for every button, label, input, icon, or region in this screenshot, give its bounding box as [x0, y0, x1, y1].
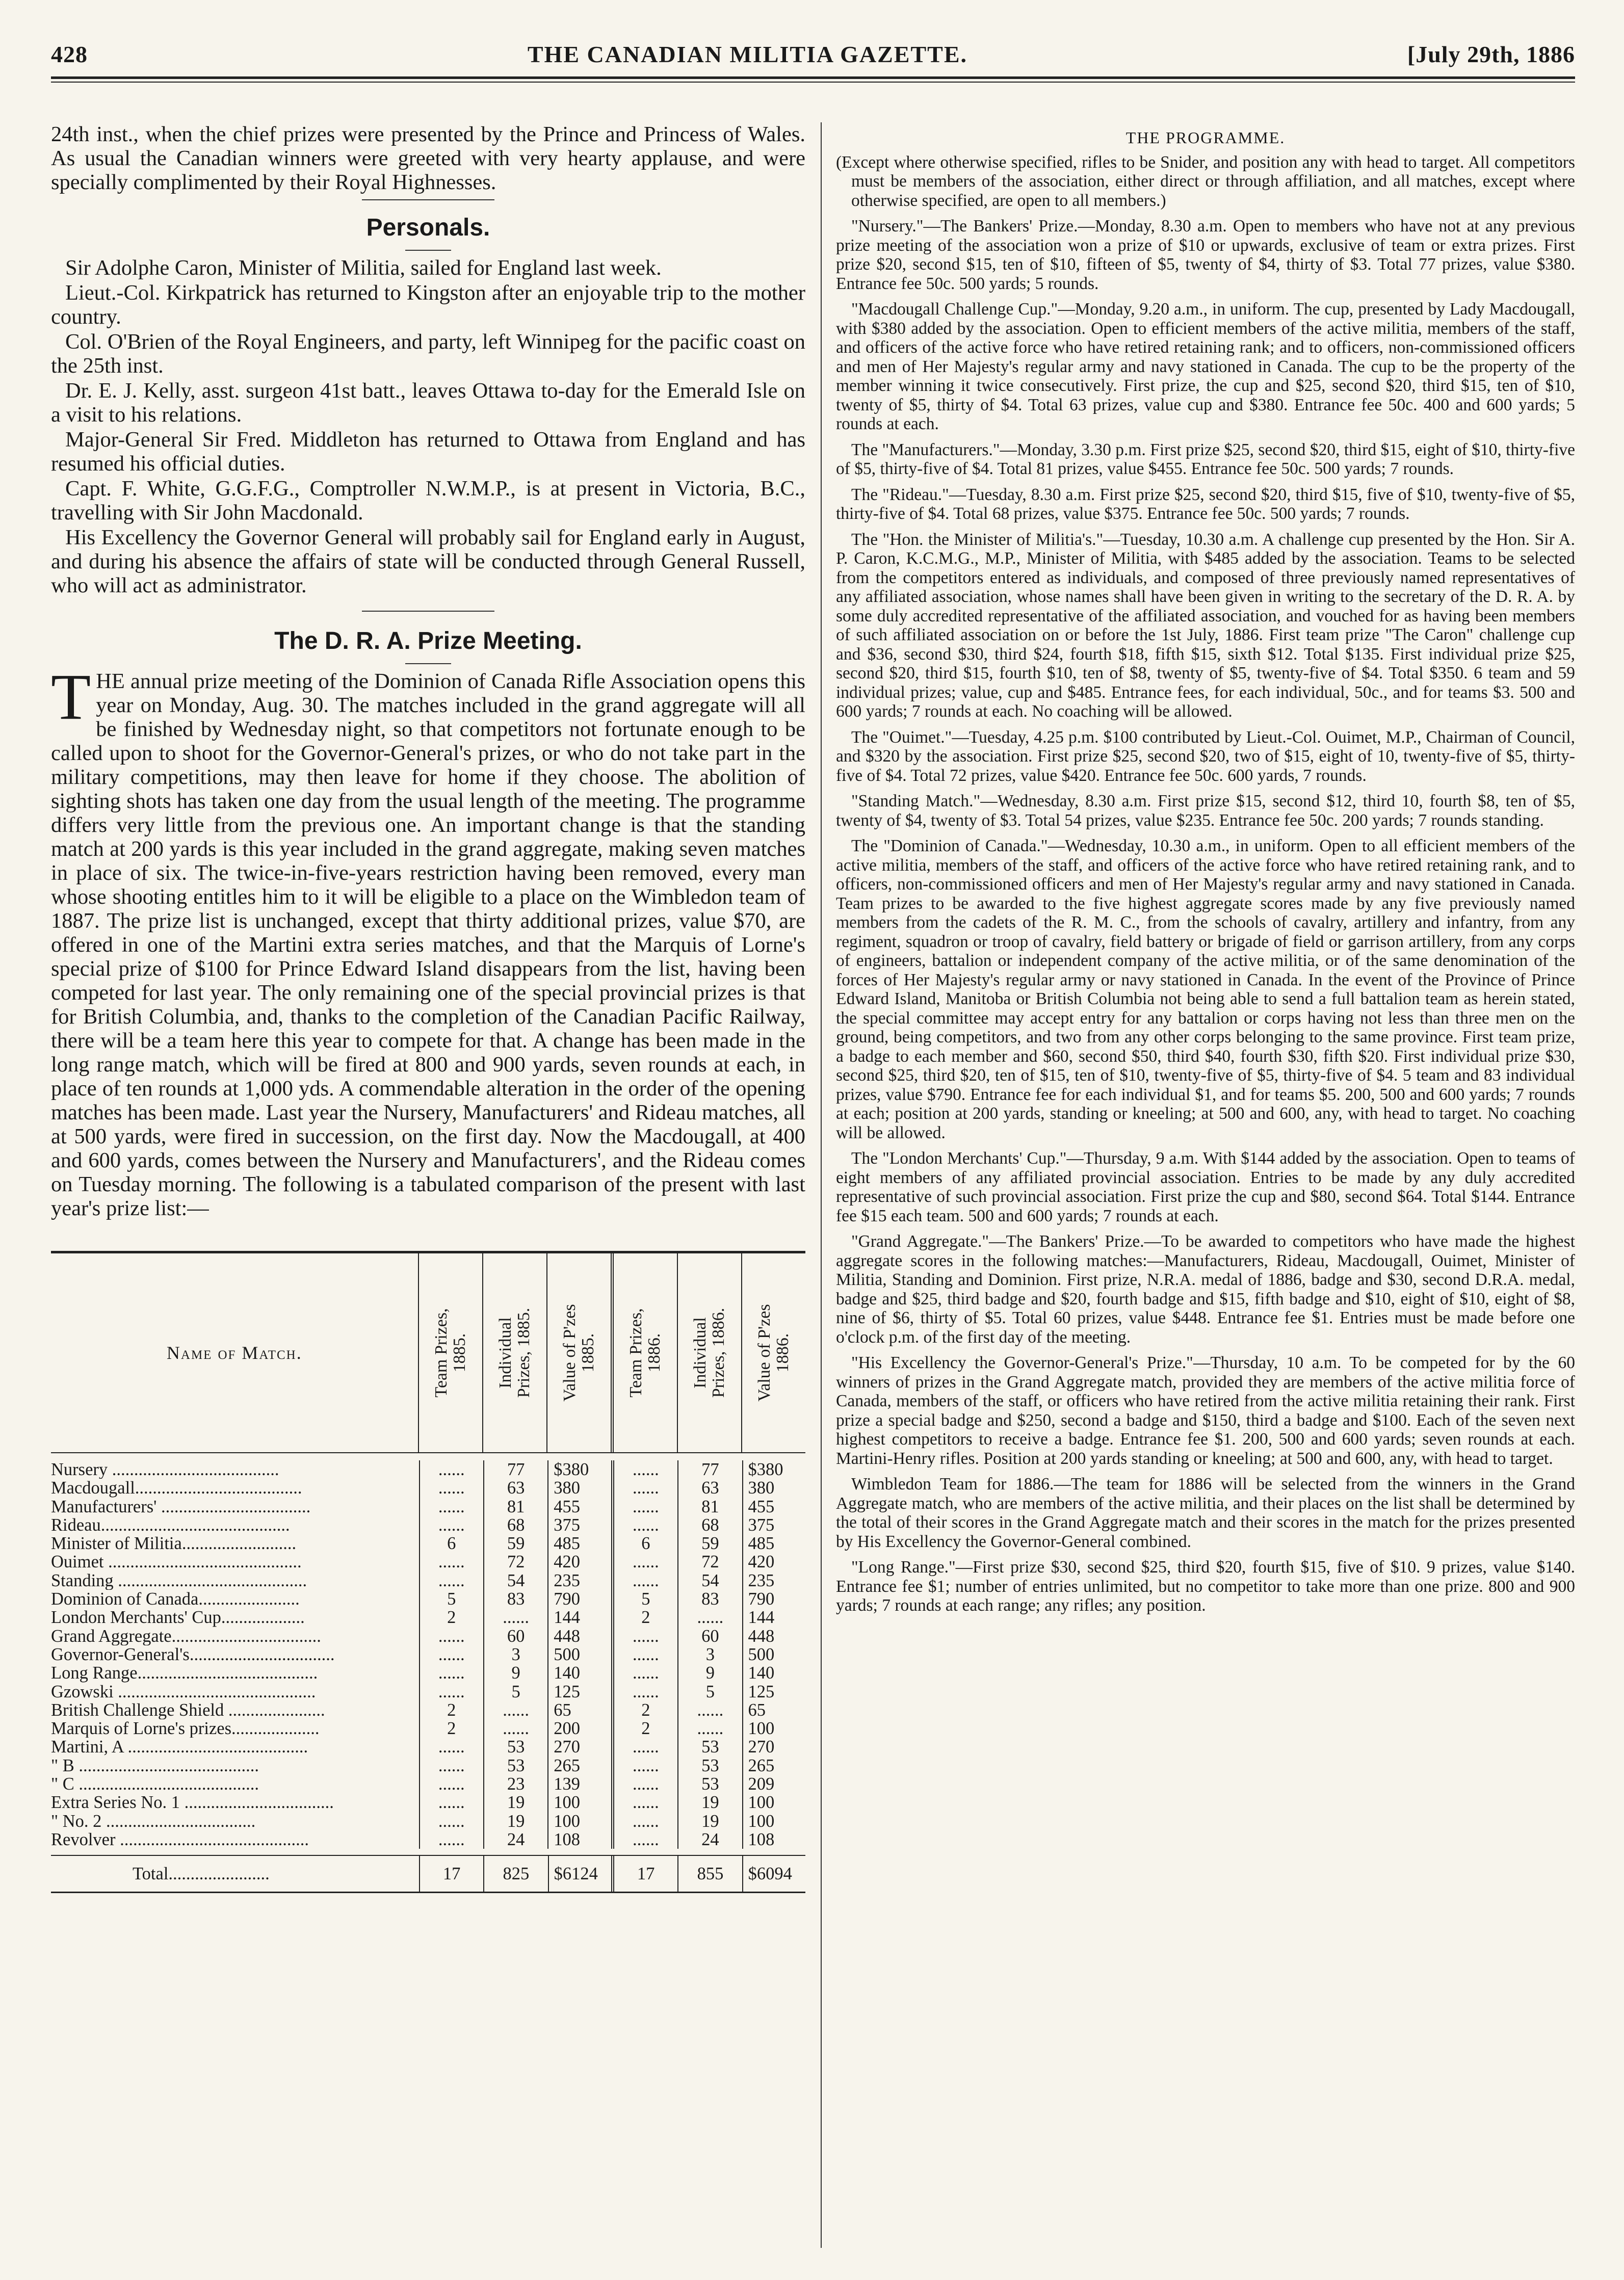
- table-cell: 790: [547, 1590, 611, 1608]
- table-cell: 448: [742, 1627, 805, 1645]
- total-cell: 17: [419, 1856, 483, 1892]
- drop-cap: T: [51, 661, 91, 733]
- table-row: [51, 1553, 805, 1571]
- match-name-cell: Revolver ...........................................: [51, 1830, 309, 1849]
- column-header-individual-1886: Individual Prizes, 1886.: [677, 1253, 741, 1452]
- programme-paragraph: "Nursery."—The Bankers' Prize.—Monday, 8.30 a.m. Open to members who have not at any previous prize meeting of the association won a prize of $10 or upwards, exclusive of team or extra prizes. First prize $20, second $15, ten of $10, fifteen of $5, twenty of $4, thirty of $3. Total 77 prizes, value $380. Entrance fee 50c. 500 yards; 5 rounds.: [836, 217, 1575, 293]
- table-cell: ......: [419, 1553, 483, 1571]
- total-cell: 17: [611, 1856, 677, 1892]
- table-cell: 2: [611, 1701, 677, 1719]
- table-cell: ......: [611, 1793, 677, 1812]
- section-rule: [362, 199, 494, 200]
- table-row: [51, 1738, 805, 1756]
- table-cell: 100: [742, 1812, 805, 1830]
- table-row: [51, 1479, 805, 1497]
- table-cell: ......: [419, 1460, 483, 1479]
- table-cell: ......: [419, 1757, 483, 1775]
- match-name-cell: Standing ...........................................: [51, 1571, 307, 1590]
- programme-paragraph: The "Ouimet."—Tuesday, 4.25 p.m. $100 contributed by Lieut.-Col. Ouimet, M.P., Chairman of Council, and $320 by the association. First prize $25, second $20, two of $15, eight of 10, twenty-five of $5, thirty-five of $4. Total 72 prizes, value $420. Entrance fee 50c. 600 yards, 7 rounds.: [836, 727, 1575, 785]
- right-column: [836, 122, 1575, 1893]
- table-cell: ......: [483, 1719, 547, 1738]
- page-number: 428: [51, 41, 88, 67]
- table-row: [51, 1516, 805, 1534]
- table-row: [51, 1627, 805, 1645]
- table-cell: 2: [611, 1608, 677, 1627]
- programme-paragraph: "Grand Aggregate."—The Bankers' Prize.—To be awarded to competitors who have made the highest aggregate scores in the following matches:—Manufacturers, Rideau, Macdougall, Ouimet, Minister of Militia, Standing and Dominion. First prize, N.R.A. medal of 1886, badge and $30, second D.R.A. medal, badge and $25, third badge and $20, fourth badge and $15, fifth badge and $10, eight of $10, eight of $8, nine of $6, thirty of $5. Total 60 prizes, value $448. Entrance fee $1. Entries must be made before one o'clock p.m. of the first day of the meeting.: [836, 1232, 1575, 1347]
- table-cell: 54: [483, 1571, 547, 1590]
- table-row: [51, 1498, 805, 1516]
- table-row: [51, 1608, 805, 1627]
- table-header: [51, 1253, 805, 1453]
- table-cell: 5: [611, 1590, 677, 1608]
- page-header: [51, 41, 1575, 72]
- table-cell: 235: [742, 1571, 805, 1590]
- heading-rule: [405, 250, 451, 251]
- dra-heading: The D. R. A. Prize Meeting.: [274, 627, 582, 654]
- table-row: [51, 1719, 805, 1738]
- table-cell: 77: [677, 1460, 742, 1479]
- table-cell: 108: [742, 1830, 805, 1849]
- table-row: [51, 1645, 805, 1664]
- programme-paragraph: Wimbledon Team for 1886.—The team for 1886 will be selected from the winners in the Grand Aggregate match, who are members of the active militia, and their places on the list shall be determined by the total of their scores in the Grand Aggregate match and their scores in the match for the prizes presented by His Excellency the Governor-General combined.: [836, 1475, 1575, 1551]
- match-name-cell: London Merchants' Cup...................: [51, 1608, 305, 1627]
- left-column: [51, 122, 805, 1893]
- match-name-cell: Ouimet ............................................: [51, 1553, 302, 1571]
- table-row: [51, 1812, 805, 1830]
- programme-paragraph: "Macdougall Challenge Cup."—Monday, 9.20 a.m., in uniform. The cup, presented by Lady Macdougall, with $380 added by the association. Open to efficient members of the active militia, members of the staff, and officers of the active force who have retired retaining rank; and to officers, non-commissioned officers and men of Her Majesty's regular army and navy stationed in Canada. The cup to be the property of the member winning it twice consecutively. First prize, the cup and $25, second $20, third $15, ten of $10, twenty of $5, thirty of $4. Total 63 prizes, value cup and $380. Entrance fee 50c. 400 and 600 yards; 5 rounds at each.: [836, 300, 1575, 433]
- table-cell: 125: [547, 1683, 611, 1701]
- table-cell: 3: [677, 1645, 742, 1664]
- table-row: [51, 1775, 805, 1793]
- table-cell: 68: [483, 1516, 547, 1534]
- table-cell: 375: [547, 1516, 611, 1534]
- table-row: [51, 1683, 805, 1701]
- table-cell: ......: [419, 1775, 483, 1793]
- match-name-cell: Manufacturers' ..................................: [51, 1497, 311, 1516]
- match-name-cell: British Challenge Shield ......................: [51, 1700, 325, 1720]
- table-cell: 24: [483, 1830, 547, 1849]
- table-cell: ......: [611, 1645, 677, 1664]
- table-cell: 9: [677, 1664, 742, 1682]
- table-cell: 265: [742, 1757, 805, 1775]
- table-cell: 485: [742, 1534, 805, 1553]
- programme-heading: THE PROGRAMME.: [1125, 128, 1286, 147]
- table-cell: 5: [419, 1590, 483, 1608]
- table-cell: ......: [419, 1571, 483, 1590]
- total-cell: 825: [483, 1856, 547, 1892]
- table-cell: ......: [419, 1664, 483, 1682]
- table-cell: ......: [419, 1812, 483, 1830]
- table-cell: ......: [419, 1645, 483, 1664]
- table-cell: 19: [677, 1812, 742, 1830]
- match-name-cell: " No. 2 ..................................: [51, 1812, 256, 1830]
- table-cell: 59: [677, 1534, 742, 1553]
- personal-item: Capt. F. White, G.G.F.G., Comptroller N.W.M.P., is at present in Victoria, B.C., travelling with Sir John Macdonald.: [51, 477, 805, 525]
- table-cell: 270: [742, 1738, 805, 1756]
- match-name-cell: Minister of Militia..........................: [51, 1534, 297, 1553]
- table-cell: ......: [611, 1757, 677, 1775]
- match-name-cell: Dominion of Canada.......................: [51, 1590, 300, 1609]
- issue-date: [July 29th, 1886: [1407, 41, 1575, 67]
- table-cell: ......: [419, 1498, 483, 1516]
- table-cell: 140: [547, 1664, 611, 1682]
- table-cell: 790: [742, 1590, 805, 1608]
- table-cell: 6: [419, 1534, 483, 1553]
- programme-paragraph: The "Rideau."—Tuesday, 8.30 a.m. First prize $25, second $20, third $15, five of $10, twenty-five of $5, thirty-five of $4. Total 68 prizes, value $375. Entrance fee 50c. 500 yards; 7 rounds.: [836, 485, 1575, 523]
- match-name-cell: Marquis of Lorne's prizes....................: [51, 1719, 320, 1738]
- table-cell: ......: [611, 1738, 677, 1756]
- table-cell: 54: [677, 1571, 742, 1590]
- table-cell: ......: [677, 1701, 742, 1719]
- table-cell: 83: [677, 1590, 742, 1608]
- newspaper-page: [51, 41, 1575, 2248]
- table-cell: 100: [742, 1793, 805, 1812]
- table-cell: 53: [677, 1738, 742, 1756]
- table-cell: 448: [547, 1627, 611, 1645]
- dra-article-text: HE annual prize meeting of the Dominion of Canada Rifle Association opens this year on Monday, Aug. 30. The matches included in the grand aggregate will all be finished by Wednesday night, so that competitors not fortunate enough to be called upon to shoot for the Governor-General's prizes, or who do not take part in the military competitions, may then leave for home if they choose. The abolition of sighting shots has taken one day from the usual length of the meeting. The programme differs very little from the previous one. An important change is that the standing match at 200 yards is this year included in the grand aggregate, making seven matches in place of six. The twice-in-five-years restriction having been removed, every man whose shooting entitles him to it will be eligible to a place on the Wimbledon team of 1887. The prize list is unchanged, except that thirty additional prizes, value $70, are offered in one of the Martini extra series matches, and that the Marquis of Lorne's special prize of $100 for Prince Edward Island disappears from the list, having been competed for last year. The only remaining one of the special provincial prizes is that for British Columbia, and, thanks to the completion of the Canadian Pacific Railway, there will be a team here this year to compete for that. A change has been made in the long range match, which will be fired at 800 and 900 yards, seven rounds at each, in place of ten rounds at 1,000 yds. A commendable alteration in the order of the opening matches has been made. Last year the Nursery, Manufacturers' and Rideau matches, all at 500 yards, were fired in succession, on the first day. Now the Macdougall, at 400 and 600 yards, comes between the Nursery and Manufacturers', and the Rideau comes on Tuesday morning. The following is a tabulated comparison of the present with last year's prize list:—: [51, 669, 805, 1220]
- table-total-row: [51, 1855, 805, 1892]
- table-cell: ......: [611, 1683, 677, 1701]
- table-cell: ......: [611, 1498, 677, 1516]
- table-cell: 19: [677, 1793, 742, 1812]
- match-name-cell: Long Range.........................................: [51, 1664, 318, 1683]
- table-row: [51, 1701, 805, 1719]
- publication-title: THE CANADIAN MILITIA GAZETTE.: [527, 41, 968, 67]
- table-row: [51, 1460, 805, 1479]
- table-cell: 65: [742, 1701, 805, 1719]
- table-row: [51, 1757, 805, 1775]
- table-cell: 420: [547, 1553, 611, 1571]
- table-cell: ......: [611, 1627, 677, 1645]
- prize-comparison-table: [51, 1251, 805, 1893]
- table-cell: 53: [483, 1738, 547, 1756]
- header-rule: [51, 76, 1575, 83]
- table-cell: $380: [547, 1460, 611, 1479]
- match-name-cell: " B .........................................: [51, 1756, 259, 1775]
- table-cell: 81: [483, 1498, 547, 1516]
- programme-paragraph: "His Excellency the Governor-General's Prize."—Thursday, 10 a.m. To be competed for by the 60 winners of prizes in the Grand Aggregate match, provided they are members of the active militia force of Canada, members of the staff, or officers who have retired from the active militia retaining their rank. First prize a special badge and $250, second a badge and $150, third a badge and $100. Each of the seven next highest competitors to receive a badge. Entrance fee $1. 200, 500 and 600 yards; seven rounds at each. Martini-Henry rifles. Position at 200 yards standing or kneeling; at 500 and 600, any, with head to target.: [836, 1353, 1575, 1468]
- table-cell: 100: [742, 1719, 805, 1738]
- programme-list: [836, 217, 1575, 1615]
- table-row: [51, 1830, 805, 1849]
- table-cell: 53: [677, 1757, 742, 1775]
- total-cell: 855: [677, 1856, 742, 1892]
- column-header-value-1885: Value of P'zes 1885.: [546, 1253, 611, 1452]
- table-cell: 500: [547, 1645, 611, 1664]
- total-cell: $6124: [548, 1856, 611, 1892]
- table-cell: ......: [419, 1516, 483, 1534]
- table-row: [51, 1664, 805, 1682]
- heading-rule: [405, 663, 451, 664]
- table-cell: 2: [419, 1701, 483, 1719]
- table-row: [51, 1534, 805, 1553]
- table-cell: 6: [611, 1534, 677, 1553]
- total-cell: $6094: [742, 1856, 805, 1892]
- personal-item: Lieut.-Col. Kirkpatrick has returned to Kingston after an enjoyable trip to the mother country.: [51, 281, 805, 329]
- table-cell: 200: [547, 1719, 611, 1738]
- match-name-cell: Nursery ......................................: [51, 1460, 279, 1479]
- table-cell: 375: [742, 1516, 805, 1534]
- table-cell: 23: [483, 1775, 547, 1793]
- table-cell: 380: [742, 1479, 805, 1497]
- table-cell: 235: [547, 1571, 611, 1590]
- table-cell: 125: [742, 1683, 805, 1701]
- table-cell: 19: [483, 1793, 547, 1812]
- personal-item: Dr. E. J. Kelly, asst. surgeon 41st batt., leaves Ottawa to-day for the Emerald Isle on a visit to his relations.: [51, 379, 805, 427]
- column-header-individual-1885: Individual Prizes, 1885.: [482, 1253, 546, 1452]
- match-name-cell: Governor-General's.................................: [51, 1645, 335, 1664]
- table-cell: 5: [483, 1683, 547, 1701]
- table-cell: 265: [547, 1757, 611, 1775]
- table-cell: 2: [611, 1719, 677, 1738]
- table-cell: ......: [483, 1701, 547, 1719]
- section-rule: [362, 611, 494, 612]
- table-cell: 455: [547, 1498, 611, 1516]
- programme-preamble: (Except where otherwise specified, rifles to be Snider, and position any with head to target. All competitors must be members of the association, either direct or through affiliation, and all matches, except where otherwise specified, are open to all members.): [836, 152, 1575, 210]
- table-cell: 2: [419, 1719, 483, 1738]
- table-cell: 3: [483, 1645, 547, 1664]
- table-cell: ......: [611, 1479, 677, 1497]
- table-cell: 65: [547, 1701, 611, 1719]
- match-name-cell: Gzowski .............................................: [51, 1682, 316, 1701]
- table-cell: 63: [677, 1479, 742, 1497]
- table-cell: 24: [677, 1830, 742, 1849]
- table-cell: ......: [611, 1460, 677, 1479]
- match-name-cell: Rideau...........................................: [51, 1515, 290, 1535]
- table-cell: ......: [419, 1738, 483, 1756]
- personal-item: Col. O'Brien of the Royal Engineers, and party, left Winnipeg for the pacific coast on the 25th inst.: [51, 330, 805, 378]
- match-name-cell: Extra Series No. 1 ..................................: [51, 1793, 334, 1812]
- match-name-cell: Grand Aggregate..................................: [51, 1627, 321, 1645]
- table-row: [51, 1793, 805, 1812]
- table-cell: 209: [742, 1775, 805, 1793]
- programme-paragraph: The "Dominion of Canada."—Wednesday, 10.30 a.m., in uniform. Open to all efficient members of the active militia, members of the staff, and officers of the active force who have retired retaining rank, and to officers, non-commissioned officers and men of Her Majesty's regular army and navy stationed in Canada. Team prizes to be awarded to the five highest aggregate scores made by any five previously named members from the cadets of the R. M. C., from the schools of cavalry, artillery and infantry, from any regiment, squadron or troop of cavalry, field battery or brigade of field or garrison artillery, from any corps of engineers, battalion or independent company of the active militia, or of the same denomination of the forces of Her Majesty's regular army or navy stationed in Canada. In the event of the Province of Prince Edward Island, Manitoba or British Columbia not being able to send a full battalion team as herein stated, the special committee may accept entry for any battalion or corps having not less than three men on the ground, being competitors, and two from any other corps belonging to the same province. First team prize, a badge to each member and $60, second $50, third $40, fourth $30, fifth $20. First individual prize $30, second $25, third $20, ten of $15, ten of $10, twenty-five of $5, thirty-five of $4. 5 team and 83 individual prizes, value $790. Entrance fee for each individual $1, and for teams $5. 200, 500 and 600 yards; 7 rounds at each; position at 200 yards, standing or kneeling; at 500 and 600, any, with head to target. No coaching will be allowed.: [836, 836, 1575, 1142]
- table-cell: 108: [547, 1830, 611, 1849]
- table-cell: ......: [419, 1683, 483, 1701]
- table-cell: 455: [742, 1498, 805, 1516]
- total-label: Total.......................: [133, 1864, 270, 1884]
- table-cell: 77: [483, 1460, 547, 1479]
- table-body: [51, 1453, 805, 1855]
- personals-list: [51, 256, 805, 597]
- table-cell: 68: [677, 1516, 742, 1534]
- programme-paragraph: The "Hon. the Minister of Militia's."—Tuesday, 10.30 a.m. A challenge cup presented by the Hon. Sir A. P. Caron, K.C.M.G., M.P., Minister of Militia, with $485 added by the association. Teams to be selected from the competitors entered as individuals, and composed of three previously named representatives of any affiliated association, whose names shall have been given in writing to the secretary of the D. R. A. by some duly accredited representative of the affiliated association, and vouched for as having been members of such affiliated association on or before the 1st July, 1886. First team prize "The Caron" challenge cup and $36, second $30, third $24, fourth $18, fifth $15, sixth $12. Total $135. First individual prize $25, second $20, third $15, fourth $10, ten of $8, twenty of $5, twenty-five of $4. Total $350. 6 team and 59 individual prizes; value, cup and $485. Entrance fees, for each individual, 50c., and for teams $3. 500 and 600 yards; 7 rounds at each. No coaching will be allowed.: [836, 530, 1575, 721]
- table-cell: 144: [742, 1608, 805, 1627]
- table-row: [51, 1590, 805, 1608]
- table-cell: 270: [547, 1738, 611, 1756]
- table-cell: ......: [611, 1664, 677, 1682]
- column-header-value-1886: Value of P'zes 1886.: [741, 1253, 805, 1452]
- table-cell: ......: [611, 1830, 677, 1849]
- table-cell: 81: [677, 1498, 742, 1516]
- table-cell: 485: [547, 1534, 611, 1553]
- personals-heading: Personals.: [366, 214, 490, 241]
- table-cell: 53: [483, 1757, 547, 1775]
- table-cell: 139: [547, 1775, 611, 1793]
- intro-paragraph: 24th inst., when the chief prizes were presented by the Prince and Princess of Wales. As usual the Canadian winners were greeted with very hearty applause, and were specially complimented by their Royal Highnesses.: [51, 122, 805, 194]
- match-name-cell: Martini, A .........................................: [51, 1738, 308, 1757]
- table-cell: 100: [547, 1812, 611, 1830]
- table-cell: 53: [677, 1775, 742, 1793]
- table-cell: 63: [483, 1479, 547, 1497]
- programme-paragraph: The "Manufacturers."—Monday, 3.30 p.m. First prize $25, second $20, third $15, eight of $10, thirty-five of $5, thirty-five of $4. Total 81 prizes, value $455. Entrance fee 50c. 500 yards; 7 rounds.: [836, 440, 1575, 478]
- column-header-team-1885: Team Prizes, 1885.: [418, 1253, 482, 1452]
- table-cell: ......: [419, 1479, 483, 1497]
- programme-paragraph: "Long Range."—First prize $30, second $25, third $20, fourth $15, five of $10. 9 prizes, value $140. Entrance fee $1; number of entries unlimited, but no competitor to take more than one prize. 800 and 900 yards; 7 rounds at each range; any rifles; any position.: [836, 1558, 1575, 1615]
- table-cell: 72: [483, 1553, 547, 1571]
- table-cell: 420: [742, 1553, 805, 1571]
- table-cell: 59: [483, 1534, 547, 1553]
- table-cell: ......: [611, 1812, 677, 1830]
- table-cell: 100: [547, 1793, 611, 1812]
- personal-item: Sir Adolphe Caron, Minister of Militia, sailed for England last week.: [65, 256, 662, 280]
- personal-item: His Excellency the Governor General will probably sail for England early in August, and during his absence the affairs of state will be conducted through General Russell, who will act as administrator.: [51, 526, 805, 597]
- table-cell: ......: [611, 1516, 677, 1534]
- table-cell: ......: [677, 1719, 742, 1738]
- table-cell: 19: [483, 1812, 547, 1830]
- table-cell: ......: [611, 1571, 677, 1590]
- table-row: [51, 1571, 805, 1590]
- table-cell: 500: [742, 1645, 805, 1664]
- table-cell: 140: [742, 1664, 805, 1682]
- table-cell: 72: [677, 1553, 742, 1571]
- table-cell: 60: [483, 1627, 547, 1645]
- table-cell: 144: [547, 1608, 611, 1627]
- table-cell: $380: [742, 1460, 805, 1479]
- column-header-name: Name of Match.: [166, 1343, 302, 1363]
- match-name-cell: Macdougall......................................: [51, 1479, 302, 1498]
- personal-item: Major-General Sir Fred. Middleton has returned to Ottawa from England and has resumed his official duties.: [51, 428, 805, 476]
- table-cell: 60: [677, 1627, 742, 1645]
- table-cell: ......: [611, 1775, 677, 1793]
- table-cell: ......: [419, 1627, 483, 1645]
- table-cell: 380: [547, 1479, 611, 1497]
- table-cell: 2: [419, 1608, 483, 1627]
- table-cell: ......: [611, 1553, 677, 1571]
- table-cell: 9: [483, 1664, 547, 1682]
- table-cell: ......: [419, 1793, 483, 1812]
- table-cell: 5: [677, 1683, 742, 1701]
- programme-paragraph: The "London Merchants' Cup."—Thursday, 9 a.m. With $144 added by the association. Open to teams of eight members of any affiliated provincial association. Entries to be made by any duly accredited representative of such provincial association. First prize the cup and $80, second $64. Total $144. Entrance fee $15 each team. 500 and 600 yards; 7 rounds at each.: [836, 1149, 1575, 1225]
- programme-paragraph: "Standing Match."—Wednesday, 8.30 a.m. First prize $15, second $12, third 10, fourth $8, ten of $5, twenty of $4, twenty of $3. Total 54 prizes, value $235. Entrance fee 50c. 200 yards; 7 rounds standing.: [836, 792, 1575, 830]
- dra-article: [51, 661, 805, 1220]
- table-cell: 83: [483, 1590, 547, 1608]
- match-name-cell: " C .........................................: [51, 1775, 259, 1794]
- table-cell: ......: [419, 1830, 483, 1849]
- table-cell: ......: [677, 1608, 742, 1627]
- column-header-team-1886: Team Prizes, 1886.: [611, 1253, 677, 1452]
- table-cell: ......: [483, 1608, 547, 1627]
